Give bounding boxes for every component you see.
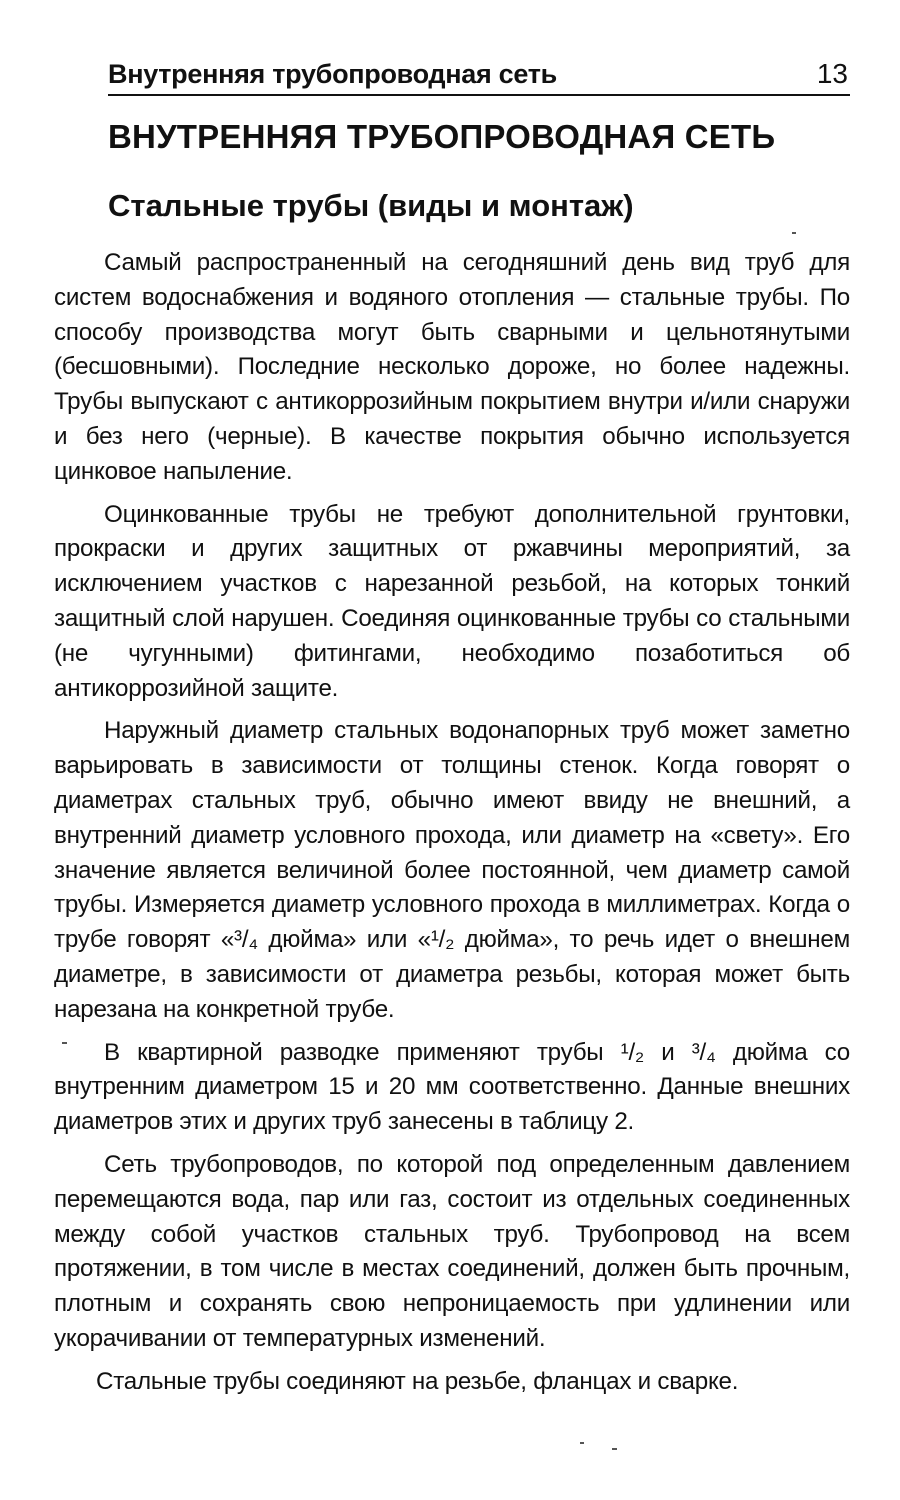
section-title: Стальные трубы (виды и монтаж) [108, 188, 634, 223]
paragraph: Стальные трубы соединяют на резьбе, фланцах и сварке. [96, 1367, 739, 1395]
scan-speck [580, 1442, 584, 1444]
scan-speck [612, 1448, 617, 1450]
paragraph: Наружный диаметр стальных водонапорных труб может заметно варьировать в зависимости от толщины стенок. Когда говорят о диаметрах стальных труб, обычно имеют ввиду не внешний, а внутренний диаметр условного прохода, или диаметр на «свету». Его значение является величиной более постоянной, чем диаметр самой трубы. Измеряется диаметр условного прохода в миллиметрах. Когда о трубе говорят «³/₄ дюйма» или «¹/₂ дюйма», то речь идет о внешнем диаметре, в зависимости от диаметра резьбы, которая может быть нарезана на конкретной трубе. [54, 717, 850, 1023]
scan-speck [62, 1042, 67, 1044]
paragraph: Самый распространенный на сегодняшний день вид труб для систем водоснабжения и водяного отопления — стальные трубы. По способу производства могут быть сварными и цельнотянутыми (бесшовными). Последние несколько дороже, но более надежны. Трубы выпускают с антикоррозийным покрытием внутри и/или снаружи и без него (черные). В качестве покрытия обычно используется цинковое напыление. [54, 249, 850, 485]
body-text [54, 246, 850, 1408]
paragraph: Оцинкованные трубы не требуют дополнительной грунтовки, прокраски и других защитных от ржавчины мероприятий, за исключением участков с нарезанной резьбой, на которых тонкий защитный слой нарушен. Соединяя оцинкованные трубы со стальными (не чугунными) фитингами, необходимо позаботиться об антикоррозийной защите. [54, 500, 850, 702]
paragraph: Сеть трубопроводов, по которой под определенным давлением перемещаются вода, пар или газ, состоит из отдельных соединенных между собой участков стальных труб. Трубопровод на всем протяжении, в том числе в местах соединений, должен быть прочным, плотным и сохранять свою непроницаемость при удлинении или укорачивании от температурных изменений. [54, 1150, 850, 1352]
running-title: Внутренняя трубопроводная сеть [108, 59, 557, 89]
scan-speck [792, 232, 796, 234]
chapter-title: ВНУТРЕННЯЯ ТРУБОПРОВОДНАЯ СЕТЬ [108, 118, 776, 155]
paragraph: В квартирной разводке применяют трубы ¹/₂ и ³/₄ дюйма со внутренним диаметром 15 и 20 мм соответственно. Данные внешних диаметров этих и других труб занесены в таблицу 2. [54, 1038, 850, 1136]
page-number: 13 [816, 58, 848, 89]
running-header [108, 56, 850, 96]
